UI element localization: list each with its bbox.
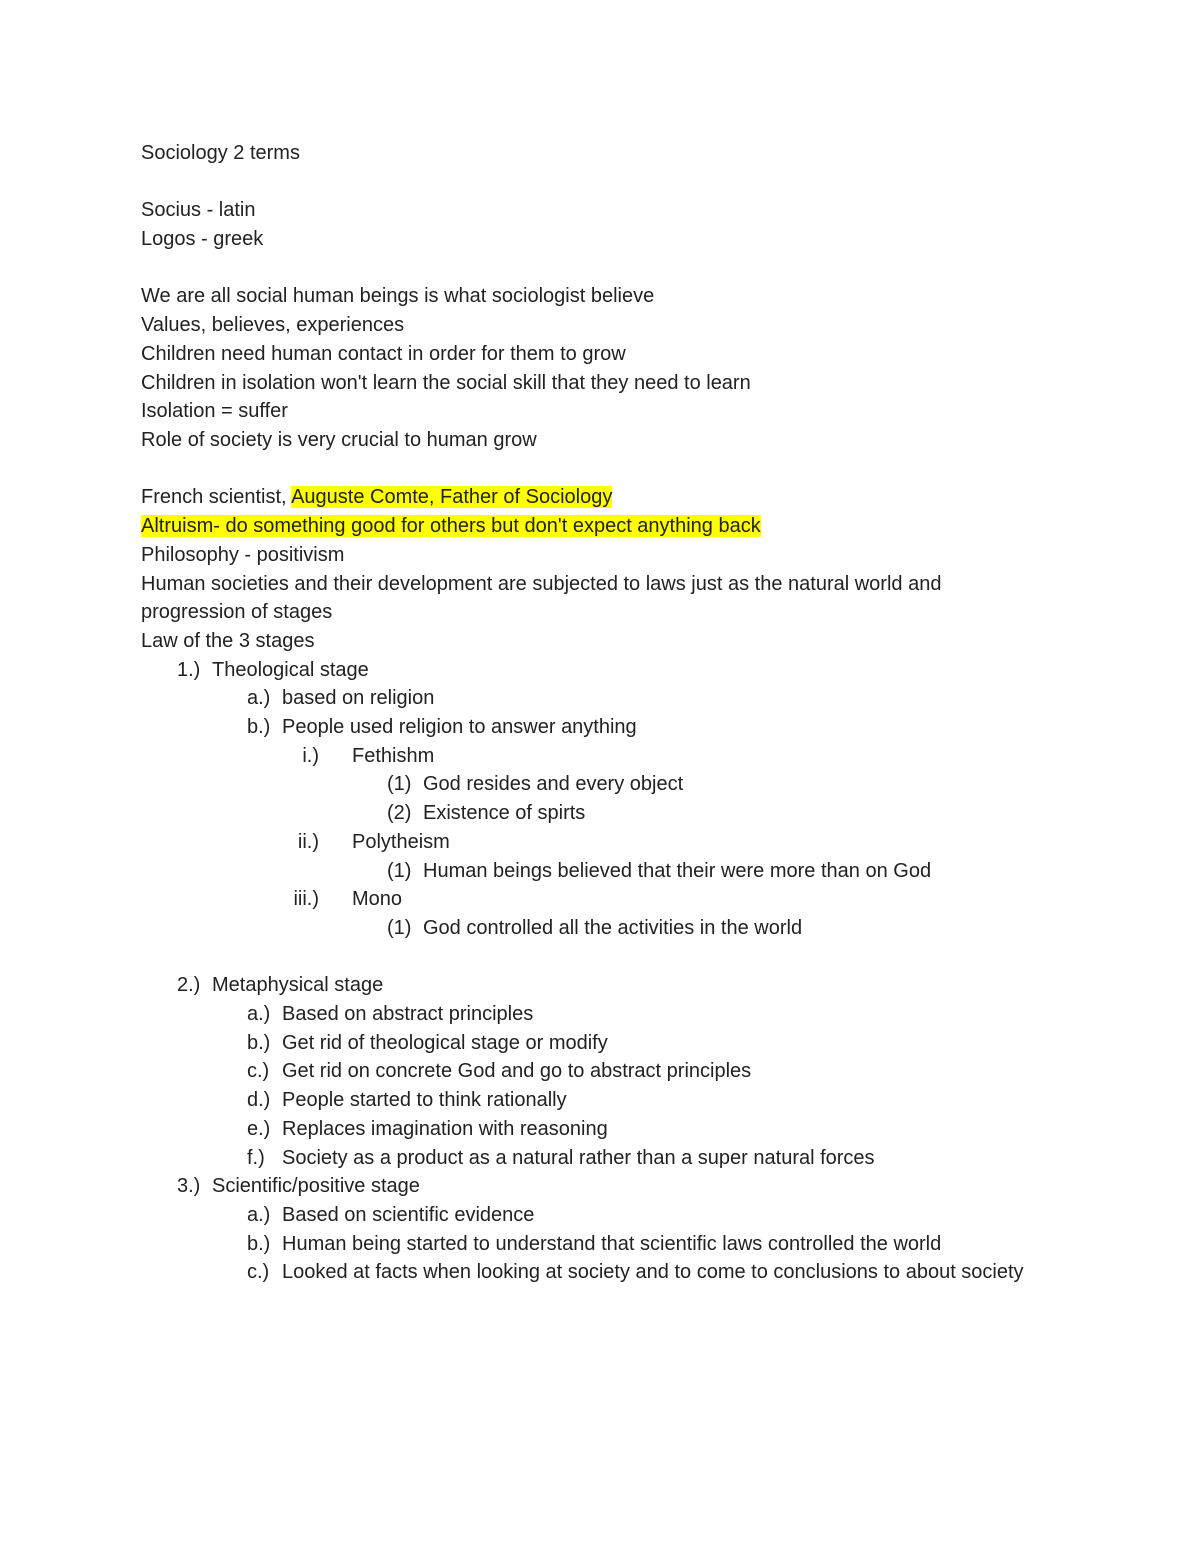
- document-title: Sociology 2 terms: [141, 142, 300, 164]
- list-marker: iii.): [293, 888, 319, 911]
- list-item-text: Replaces imagination with reasoning: [282, 1117, 608, 1140]
- list-item: [141, 1230, 1041, 1259]
- origin-line: Logos - greek: [141, 228, 264, 251]
- list-item-text: Looked at facts when looking at society and to come to conclusions to about society: [282, 1261, 1024, 1284]
- comte-prefix: French scientist,: [141, 486, 292, 509]
- list-item: [141, 799, 1041, 828]
- list-marker: (1): [387, 916, 412, 939]
- belief-line: We are all social human beings is what sociologist believe: [141, 285, 655, 308]
- list-item: [141, 857, 1041, 886]
- list-item-text: Human beings believed that their were more than on God: [423, 859, 932, 882]
- list-marker: a.): [247, 687, 271, 710]
- highlighted-text: Auguste Comte, Father of Sociology: [291, 486, 613, 509]
- list-item: [141, 770, 1041, 799]
- list-item: [141, 828, 1041, 857]
- list-marker: f.): [247, 1146, 265, 1169]
- belief-line: Isolation = suffer: [141, 400, 288, 423]
- belief-line: Values, believes, experiences: [141, 314, 405, 337]
- list-marker: a.): [247, 1203, 271, 1226]
- origin-line: Socius - latin: [141, 199, 256, 222]
- list-marker: b.): [247, 716, 271, 739]
- list-item: [141, 1201, 1041, 1230]
- stage-item: [141, 656, 1041, 685]
- list-item-text: Human being started to understand that scientific laws controlled the world: [282, 1232, 942, 1255]
- philosophy-line: Philosophy - positivism: [141, 543, 345, 566]
- stage-label: Scientific/positive stage: [212, 1175, 420, 1198]
- list-item: [141, 1000, 1041, 1029]
- list-marker: (1): [387, 859, 412, 882]
- belief-line: Children need human contact in order for them to grow: [141, 342, 626, 365]
- spacer: [141, 254, 1041, 283]
- list-item: [141, 1057, 1041, 1086]
- list-marker: 2.): [177, 974, 201, 997]
- list-marker: e.): [247, 1117, 271, 1140]
- list-item-text: People used religion to answer anything: [282, 716, 637, 739]
- laws-line: Human societies and their development are subjected to laws just as the natural world and progression of stages: [141, 572, 942, 624]
- list-marker: b.): [247, 1031, 271, 1054]
- list-item-text: Based on abstract principles: [282, 1003, 534, 1026]
- spacer: [141, 943, 1041, 972]
- altruism-line: [141, 512, 1041, 541]
- list-item: [141, 1029, 1041, 1058]
- list-marker: i.): [302, 744, 319, 767]
- belief-line: Children in isolation won't learn the social skill that they need to learn: [141, 371, 751, 394]
- list-item-text: Based on scientific evidence: [282, 1203, 535, 1226]
- list-item: [141, 1086, 1041, 1115]
- list-marker: b.): [247, 1232, 271, 1255]
- stages-title: Law of the 3 stages: [141, 629, 315, 652]
- list-item-text: based on religion: [282, 687, 435, 710]
- stage-item: [141, 1172, 1041, 1201]
- list-item-text: Fethishm: [352, 744, 435, 767]
- list-item-text: Existence of spirts: [423, 802, 586, 825]
- highlighted-text: Altruism- do something good for others but don't expect anything back: [141, 515, 761, 538]
- list-item: [141, 742, 1041, 771]
- list-item: [141, 684, 1041, 713]
- list-marker: 1.): [177, 658, 201, 681]
- list-item: [141, 1258, 1041, 1287]
- list-marker: (1): [387, 773, 412, 796]
- list-marker: c.): [247, 1060, 270, 1083]
- list-item-text: God resides and every object: [423, 773, 684, 796]
- stage-item: [141, 971, 1041, 1000]
- list-item-text: Get rid of theological stage or modify: [282, 1031, 608, 1054]
- list-item-text: Mono: [352, 888, 403, 911]
- list-marker: 3.): [177, 1175, 201, 1198]
- comte-line: [141, 483, 1041, 512]
- list-item: [141, 1115, 1041, 1144]
- list-item: [141, 1144, 1041, 1173]
- list-item-text: God controlled all the activities in the world: [423, 916, 803, 939]
- list-item-text: People started to think rationally: [282, 1089, 567, 1112]
- list-marker: a.): [247, 1003, 271, 1026]
- list-item-text: Get rid on concrete God and go to abstract principles: [282, 1060, 752, 1083]
- list-item: [141, 885, 1041, 914]
- spacer: [141, 455, 1041, 484]
- stage-label: Metaphysical stage: [212, 974, 384, 997]
- list-marker: c.): [247, 1261, 270, 1284]
- list-marker: (2): [387, 802, 412, 825]
- list-item: [141, 713, 1041, 742]
- stage-label: Theological stage: [212, 658, 369, 681]
- document-body: [141, 139, 1041, 1287]
- list-marker: ii.): [297, 830, 319, 853]
- list-item-text: Polytheism: [352, 830, 450, 853]
- spacer: [141, 168, 1041, 197]
- belief-line: Role of society is very crucial to human grow: [141, 429, 537, 451]
- list-marker: d.): [247, 1089, 271, 1112]
- list-item-text: Society as a product as a natural rather than a super natural forces: [282, 1146, 875, 1169]
- list-item: [141, 914, 1041, 943]
